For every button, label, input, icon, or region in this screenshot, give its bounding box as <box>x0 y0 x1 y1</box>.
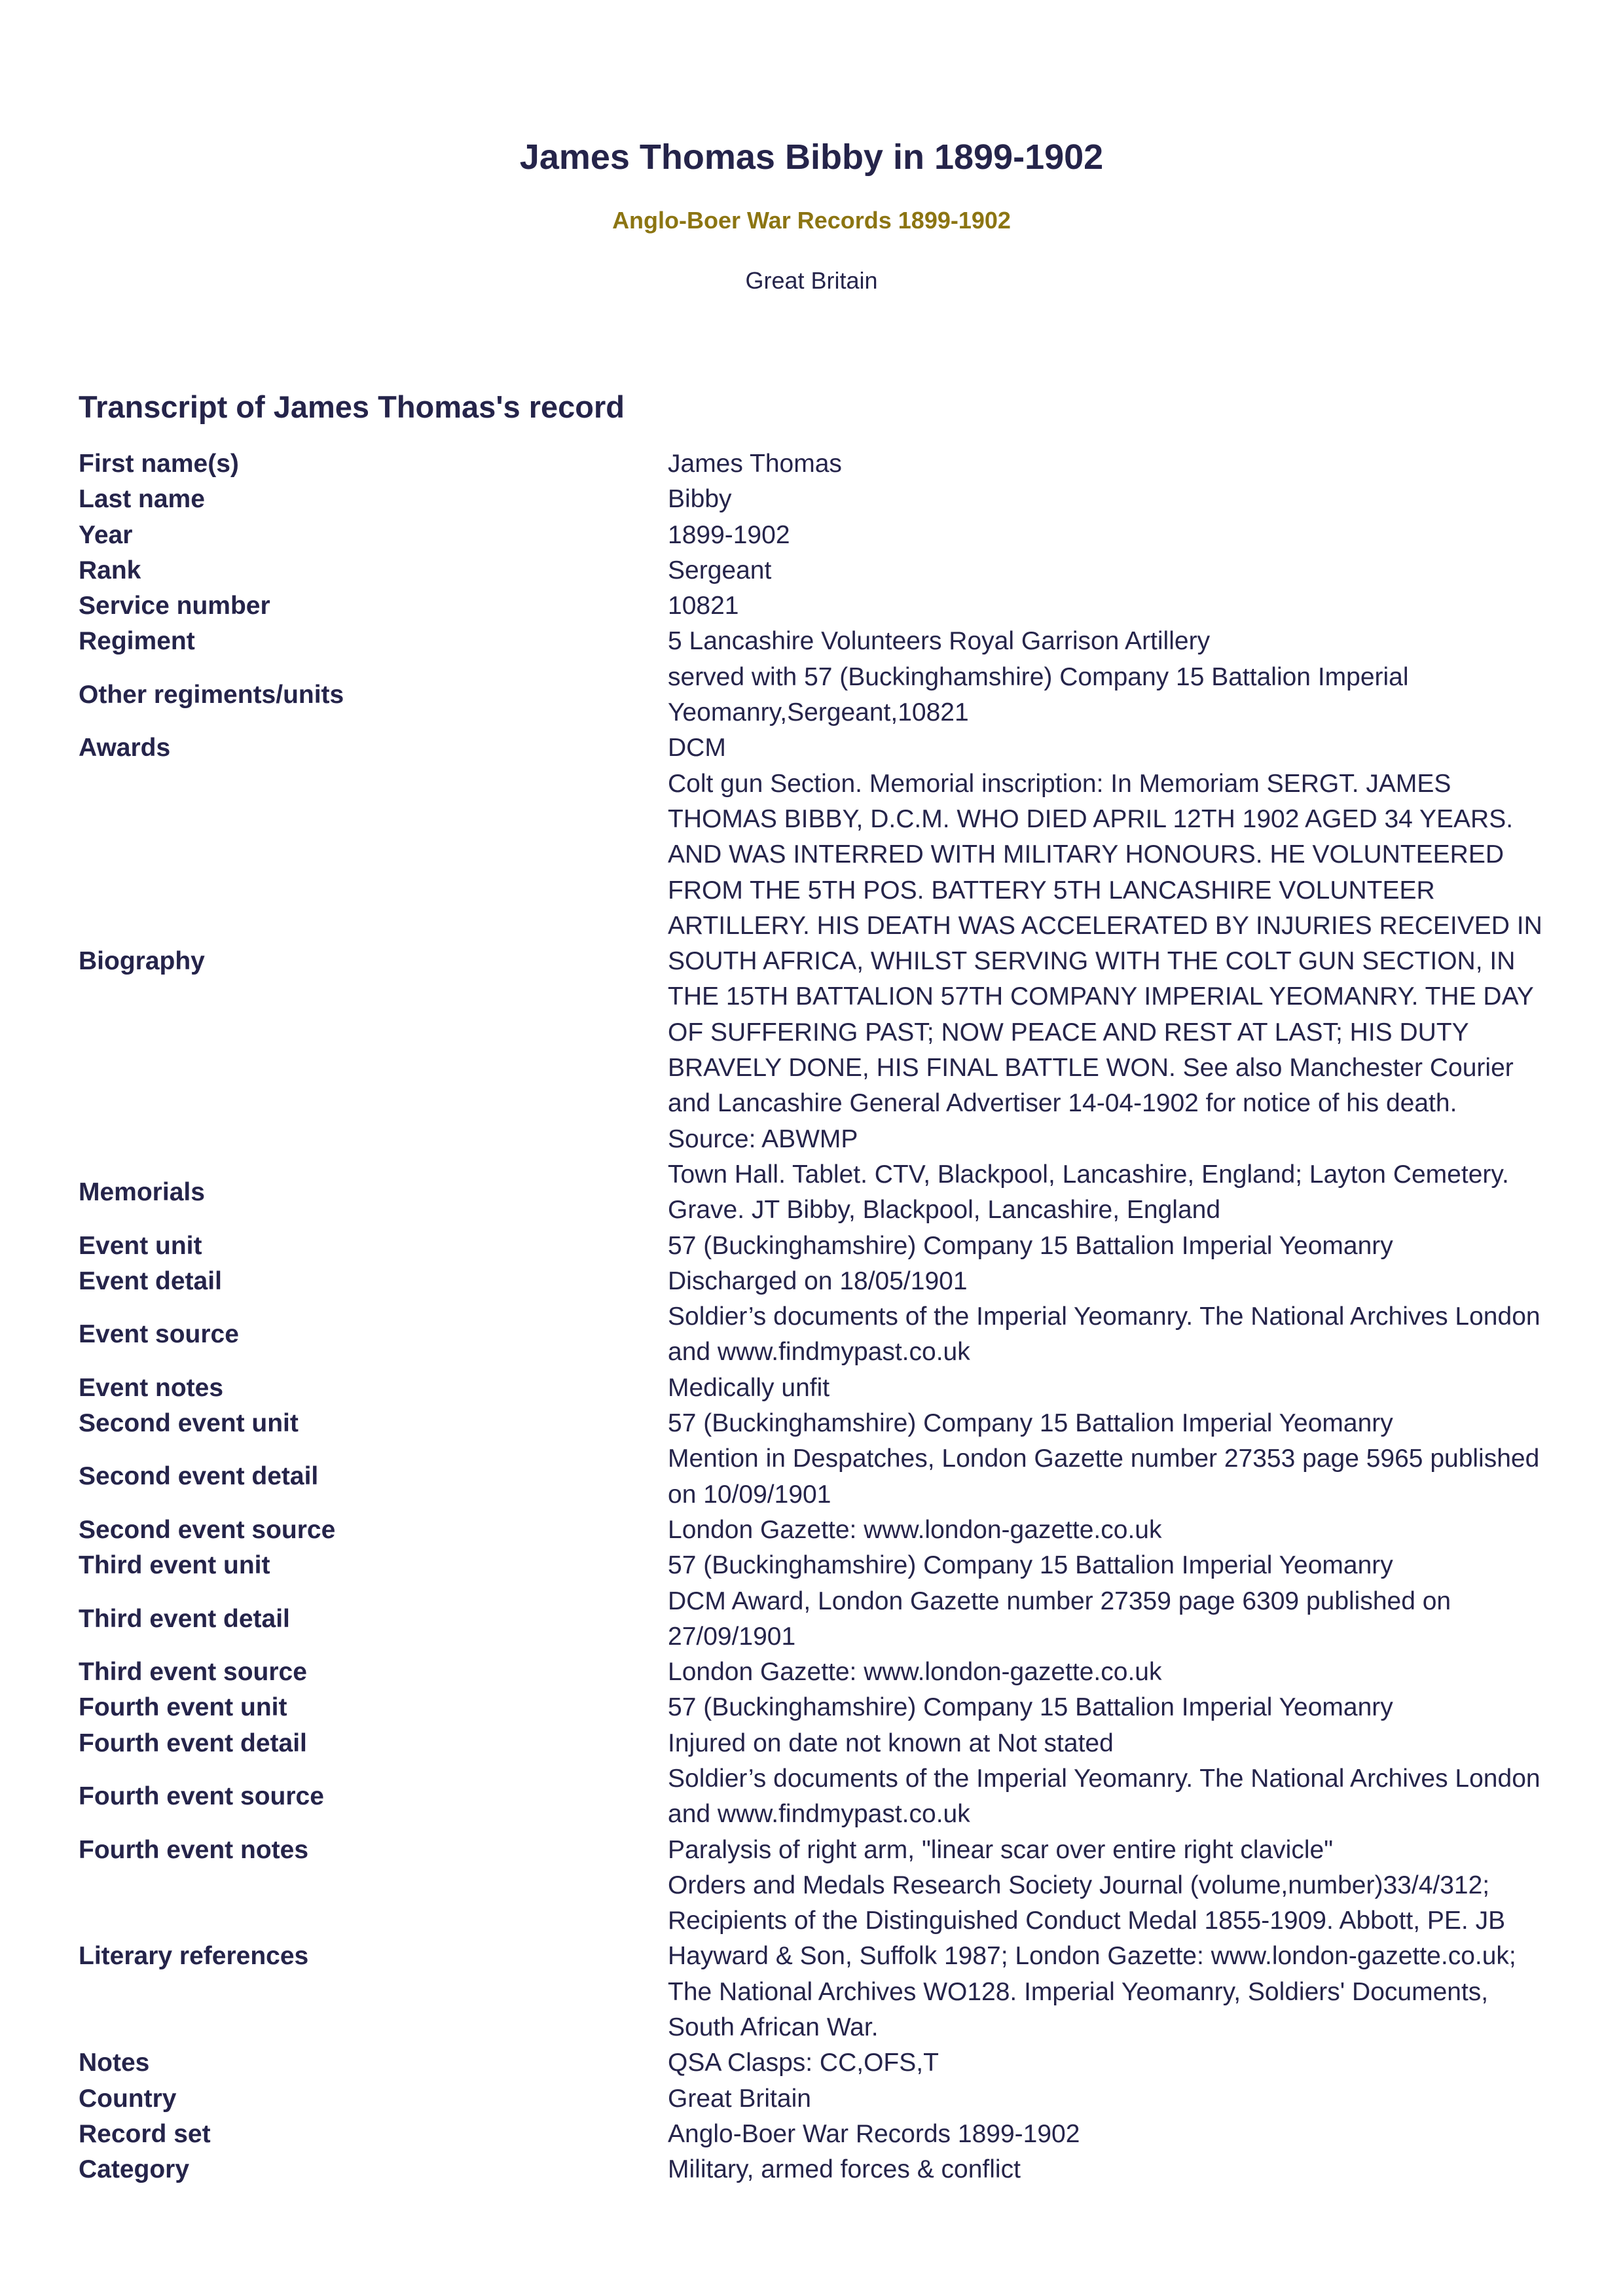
record-row <box>79 2081 1552 2117</box>
record-row <box>79 518 1552 553</box>
field-label: Awards <box>79 734 171 762</box>
record-table <box>79 446 1552 2188</box>
field-label: Event detail <box>79 1266 222 1295</box>
page-title: James Thomas Bibby in 1899-1902 <box>519 137 1104 177</box>
record-row <box>79 1726 1552 1761</box>
field-label: Event source <box>79 1320 239 1349</box>
record-row <box>79 1833 1552 1868</box>
field-value: Paralysis of right arm, "linear scar over entire right clavicle" <box>668 1835 1334 1864</box>
field-label: Memorials <box>79 1178 205 1207</box>
field-label: Literary references <box>79 1942 309 1971</box>
field-label: Category <box>79 2155 190 2184</box>
field-value: Injured on date not known at Not stated <box>668 1729 1114 1757</box>
record-row <box>79 553 1552 588</box>
field-value: Bibby <box>668 485 732 514</box>
field-value: QSA Clasps: CC,OFS,T <box>668 2049 939 2077</box>
country-label: Great Britain <box>745 267 878 294</box>
record-row <box>79 624 1552 659</box>
field-value: Soldier’s documents of the Imperial Yeomanry. The National Archives London and www.findmypast.co.uk <box>668 1302 1541 1367</box>
record-row <box>79 1584 1552 1655</box>
record-row <box>79 1264 1552 1299</box>
field-label: Fourth event notes <box>79 1835 309 1864</box>
record-row <box>79 1513 1552 1548</box>
field-value: Discharged on 18/05/1901 <box>668 1266 968 1295</box>
field-label: Event unit <box>79 1231 202 1260</box>
field-label: Third event unit <box>79 1551 270 1580</box>
field-value: Town Hall. Tablet. CTV, Blackpool, Lancashire, England; Layton Cemetery. Grave. JT Bibby, Blackpool, Lancashire, England <box>668 1160 1509 1225</box>
field-value: 57 (Buckinghamshire) Company 15 Battalion Imperial Yeomanry <box>668 1551 1393 1580</box>
field-value: Mention in Despatches, London Gazette number 27353 page 5965 published on 10/09/1901 <box>668 1444 1540 1509</box>
record-row <box>79 1655 1552 1690</box>
record-row <box>79 2117 1552 2152</box>
field-label: Country <box>79 2084 177 2113</box>
field-label: Second event source <box>79 1515 336 1544</box>
field-value: Orders and Medals Research Society Journal (volume,number)33/4/312; Recipients of the Distinguished Conduct Medal 1855-1909. Abbott, PE. JB Hayward & Son, Suffolk 1987; London Gazette: www.london-gazette.co.uk; The National Archives WO128. Imperial Yeomanry, Soldiers' Documents, South African War. <box>668 1871 1516 2042</box>
field-value: James Thomas <box>668 450 842 478</box>
transcript-heading: Transcript of James Thomas's record <box>79 389 625 424</box>
field-label: Last name <box>79 485 205 514</box>
field-value: Medically unfit <box>668 1373 830 1402</box>
field-value: Great Britain <box>668 2084 811 2113</box>
field-label: Event notes <box>79 1373 224 1402</box>
record-row <box>79 1761 1552 1833</box>
field-label: First name(s) <box>79 450 239 478</box>
field-value: Colt gun Section. Memorial inscription: In Memoriam SERGT. JAMES THOMAS BIBBY, D.C.M. WHO DIED APRIL 12TH 1902 AGED 34 YEARS. AND WAS INTERRED WITH MILITARY HONOURS. HE VOLUNTEERED FROM THE 5TH POS. BATTERY 5TH LANCASHIRE VOLUNTEER ARTILLERY. HIS DEATH WAS ACCELERATED BY INJURIES RECEIVED IN SOUTH AFRICA, WHILST SERVING WITH THE COLT GUN SECTION, IN THE 15TH BATTALION 57TH COMPANY IMPERIAL YEOMANRY. THE DAY OF SUFFERING PAST; NOW PEACE AND REST AT LAST; HIS DUTY BRAVELY DONE, HIS FINAL BATTLE WON. See also Manchester Courier and Lancashire General Advertiser 14-04-1902 for notice of his death. Source: ABWMP <box>668 769 1542 1153</box>
field-label: Notes <box>79 2049 150 2077</box>
record-row <box>79 1406 1552 1441</box>
field-label: Third event detail <box>79 1604 290 1633</box>
field-label: Service number <box>79 592 270 620</box>
record-row <box>79 1441 1552 1513</box>
field-value: 57 (Buckinghamshire) Company 15 Battalion Imperial Yeomanry <box>668 1693 1393 1722</box>
field-label: Fourth event source <box>79 1782 324 1811</box>
record-row <box>79 1299 1552 1371</box>
record-row <box>79 1548 1552 1583</box>
field-label: Fourth event unit <box>79 1693 287 1722</box>
field-value: Soldier’s documents of the Imperial Yeomanry. The National Archives London and www.findmypast.co.uk <box>668 1764 1541 1829</box>
field-label: Biography <box>79 947 205 976</box>
field-label: Other regiments/units <box>79 680 344 709</box>
field-label: Rank <box>79 556 141 584</box>
record-row <box>79 2045 1552 2081</box>
record-row <box>79 588 1552 624</box>
field-value: 1899-1902 <box>668 520 790 549</box>
field-value: 57 (Buckinghamshire) Company 15 Battalion Imperial Yeomanry <box>668 1409 1393 1438</box>
record-row <box>79 660 1552 731</box>
field-label: Second event detail <box>79 1462 319 1491</box>
field-value: London Gazette: www.london-gazette.co.uk <box>668 1515 1162 1544</box>
field-label: Third event source <box>79 1658 307 1687</box>
field-value: 5 Lancashire Volunteers Royal Garrison Artillery <box>668 627 1211 656</box>
field-value: Anglo-Boer War Records 1899-1902 <box>668 2119 1080 2148</box>
field-value: DCM Award, London Gazette number 27359 page 6309 published on 27/09/1901 <box>668 1587 1451 1651</box>
field-value: served with 57 (Buckinghamshire) Company 15 Battalion Imperial Yeomanry,Sergeant,10821 <box>668 662 1409 727</box>
field-value: DCM <box>668 734 726 762</box>
record-table-body <box>79 446 1552 2188</box>
record-row <box>79 730 1552 766</box>
page-header <box>0 134 1623 295</box>
field-value: 57 (Buckinghamshire) Company 15 Battalion Imperial Yeomanry <box>668 1231 1393 1260</box>
field-value: London Gazette: www.london-gazette.co.uk <box>668 1658 1162 1687</box>
record-row <box>79 1157 1552 1229</box>
record-row <box>79 1371 1552 1406</box>
field-label: Second event unit <box>79 1409 299 1438</box>
field-label: Fourth event detail <box>79 1729 307 1757</box>
record-row <box>79 1229 1552 1264</box>
field-value: Sergeant <box>668 556 772 584</box>
field-label: Record set <box>79 2119 211 2148</box>
field-label: Regiment <box>79 627 195 656</box>
record-set-link[interactable]: Anglo-Boer War Records 1899-1902 <box>612 207 1011 234</box>
record-row <box>79 1868 1552 2045</box>
field-value: Military, armed forces & conflict <box>668 2155 1021 2184</box>
field-value: 10821 <box>668 592 739 620</box>
field-label: Year <box>79 520 133 549</box>
record-row <box>79 482 1552 517</box>
record-row <box>79 1690 1552 1725</box>
transcript-section <box>79 386 1552 2188</box>
record-row <box>79 446 1552 482</box>
record-row <box>79 2152 1552 2187</box>
record-row <box>79 766 1552 1157</box>
